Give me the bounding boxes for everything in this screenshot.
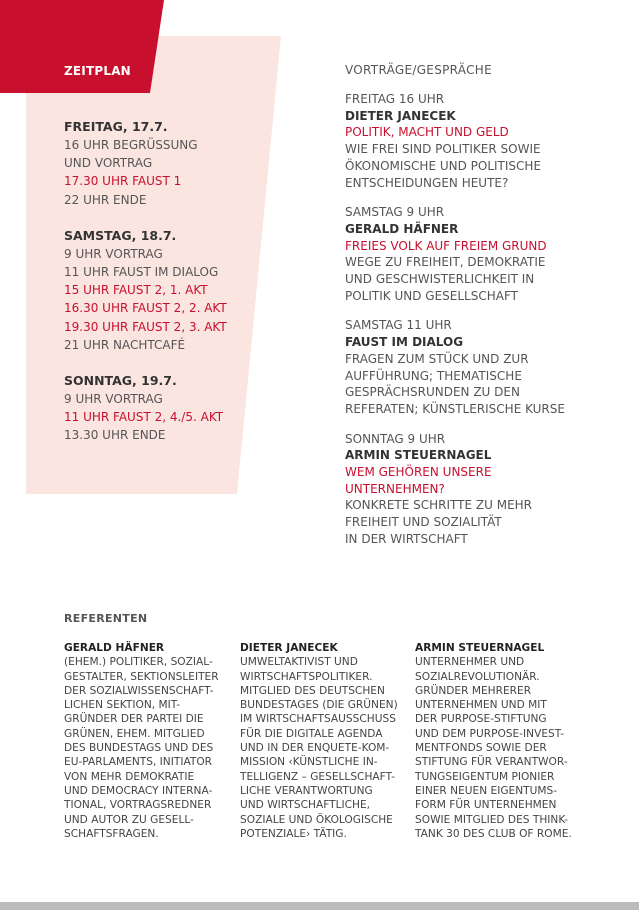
referent-bio-line: MITGLIED DES DEUTSCHEN [240,684,385,697]
talk-description: AUFFÜHRUNG; THEMATISCHE [345,368,522,383]
schedule-day [64,118,264,209]
schedule-day [64,372,264,445]
talk-description: POLITIK UND GESELLSCHAFT [345,288,518,303]
referent-bio-line: TUNGSEIGENTUM PIONIER [415,770,555,783]
talk-description: ÖKONOMISCHE UND POLITISCHE [345,158,542,173]
schedule-entry: 22 UHR ENDE [64,192,147,207]
referent-name: GERALD HÄFNER [64,642,165,654]
referent-bio-line: EU-PARLAMENTS, INITIATOR [64,756,213,769]
referent-bio-line: SOZIALE UND ÖKOLOGISCHE [240,813,393,826]
referent-bio-line: MISSION ‹KÜNSTLICHE IN- [240,756,378,769]
schedule-entry: 9 UHR VORTRAG [64,392,163,407]
schedule-entry: 16.30 UHR FAUST 2, 2. AKT [64,301,227,316]
referent-name: ARMIN STEUERNAGEL [415,642,545,654]
talks-heading: VORTRÄGE/GESPRÄCHE [345,63,492,77]
talk-time: SAMSTAG 9 UHR [345,205,445,220]
referent-name: DIETER JANECEK [240,642,338,654]
talk-item [345,204,630,304]
referent-column [415,641,572,841]
referent-bio-line: GRÜNDER DER PARTEI DIE [64,713,204,726]
referent-bio-line: EINER NEUEN EIGENTUMS- [415,784,558,797]
referent-bio-line: VON MEHR DEMOKRATIE [64,770,195,783]
referent-bio-line: IM WIRTSCHAFTSAUSSCHUSS [240,713,396,726]
referent-bio-line: FORM FÜR UNTERNEHMEN [415,799,557,812]
referent-bio-line: POTENZIALE› TÄTIG. [240,827,347,840]
referent-bio-line: DER SOZIALWISSENSCHAFT- [64,684,214,697]
talk-speaker: GERALD HÄFNER [345,221,459,236]
schedule-day-title: FREITAG, 17.7. [64,119,168,134]
referent-column [240,641,398,841]
talks-list [345,91,630,561]
talk-time: FREITAG 16 UHR [345,92,445,106]
referent-bio-line: WIRTSCHAFTSPOLITIKER. [240,670,373,683]
talk-title: FREIES VOLK AUF FREIEM GRUND [345,238,547,253]
talk-description: REFERATEN; KÜNSTLERISCHE KURSE [345,401,565,416]
schedule-entry: 15 UHR FAUST 2, 1. AKT [64,283,208,298]
referent-bio-line: UND DEM PURPOSE-INVEST- [415,727,565,740]
referent-bio-line: GRÜNEN, EHEM. MITGLIED [64,727,205,740]
referent-bio-line: MENTFONDS SOWIE DER [415,742,547,755]
schedule-heading: ZEITPLAN [64,64,131,78]
talk-title: WEM GEHÖREN UNSERE [345,465,492,480]
bottom-rule [0,902,639,910]
schedule-entry: 13.30 UHR ENDE [64,428,166,443]
referent-bio-line: LICHE VERANTWORTUNG [240,784,373,797]
talk-description: WIE FREI SIND POLITIKER SOWIE [345,142,541,157]
referent-bio-line: DES BUNDESTAGS UND DES [64,742,214,755]
referent-bio-line: (EHEM.) POLITIKER, SOZIAL- [64,656,213,669]
talk-description: UND GESCHWISTERLICHKEIT IN [345,272,535,287]
referent-bio-line: FÜR DIE DIGITALE AGENDA [240,727,383,740]
schedule-entry: 19.30 UHR FAUST 2, 3. AKT [64,319,227,334]
schedule-entry: 9 UHR VORTRAG [64,246,163,261]
referent-bio-line: DER PURPOSE-STIFTUNG [415,713,547,726]
referent-bio-line: UND DEMOCRACY INTERNA- [64,784,213,797]
referent-bio-line: UMWELTAKTIVIST UND [240,656,358,669]
talk-description: WEGE ZU FREIHEIT, DEMOKRATIE [345,255,546,270]
referent-bio-line: SCHAFTSFRAGEN. [64,827,159,840]
talk-item [345,317,630,417]
schedule-entry: 17.30 UHR FAUST 1 [64,174,182,189]
talk-title: POLITIK, MACHT UND GELD [345,125,509,140]
talk-description: FRAGEN ZUM STÜCK UND ZUR [345,351,529,366]
talk-item [345,91,630,191]
talk-description: FREIHEIT UND SOZIALITÄT [345,515,502,530]
schedule-day [64,227,264,354]
talk-speaker: DIETER JANECEK [345,108,456,123]
referent-bio-line: UND IN DER ENQUETE-KOM- [240,742,390,755]
talk-speaker: ARMIN STEUERNAGEL [345,448,492,463]
referent-bio-line: TELLIGENZ – GESELLSCHAFT- [240,770,395,783]
schedule-entry: 11 UHR FAUST 2, 4./5. AKT [64,410,224,425]
schedule-entry: 21 UHR NACHTCAFÉ [64,337,186,352]
referent-bio-line: LICHEN SEKTION, MIT- [64,699,181,712]
schedule-day-title: SONNTAG, 19.7. [64,373,177,389]
talk-description: GESPRÄCHSRUNDEN ZU DEN [345,385,520,400]
talk-title: UNTERNEHMEN? [345,481,445,496]
schedule-day-title: SAMSTAG, 18.7. [64,227,177,243]
referent-bio-line: GESTALTER, SEKTIONSLEITER [64,670,219,683]
schedule-entry: 16 UHR BEGRÜSSUNG [64,138,198,152]
schedule-entry: UND VORTRAG [64,156,153,171]
schedule-list [64,118,264,463]
referent-bio-line: UNTERNEHMER UND [415,656,525,669]
referent-bio-line: GRÜNDER MEHRERER [415,684,532,697]
referent-column [64,641,219,841]
talk-time: SONNTAG 9 UHR [345,431,446,446]
talk-time: SAMSTAG 11 UHR [345,318,452,333]
talk-item [345,431,630,548]
referent-bio-line: SOZIALREVOLUTIONÄR. [415,670,540,683]
referent-bio-line: SOWIE MITGLIED DES THINK- [415,813,568,826]
talk-speaker: FAUST IM DIALOG [345,335,464,350]
referent-bio-line: BUNDESTAGES (DIE GRÜNEN) [240,699,398,712]
referent-bio-line: UND AUTOR ZU GESELL- [64,813,194,826]
referent-bio-line: STIFTUNG FÜR VERANTWOR- [415,756,568,769]
talk-description: IN DER WIRTSCHAFT [345,531,468,546]
schedule-entry: 11 UHR FAUST IM DIALOG [64,265,219,280]
talk-description: KONKRETE SCHRITTE ZU MEHR [345,498,533,513]
referent-bio-line: TANK 30 DES CLUB OF ROME. [415,827,572,840]
red-corner-band [0,0,164,93]
referent-bio-line: UND WIRTSCHAFTLICHE, [240,799,371,812]
referent-bio-line: TIONAL, VORTRAGSREDNER [64,799,212,812]
referents-heading: REFERENTEN [64,612,148,625]
talk-description: ENTSCHEIDUNGEN HEUTE? [345,175,509,190]
referent-bio-line: UNTERNEHMEN UND MIT [415,699,547,712]
